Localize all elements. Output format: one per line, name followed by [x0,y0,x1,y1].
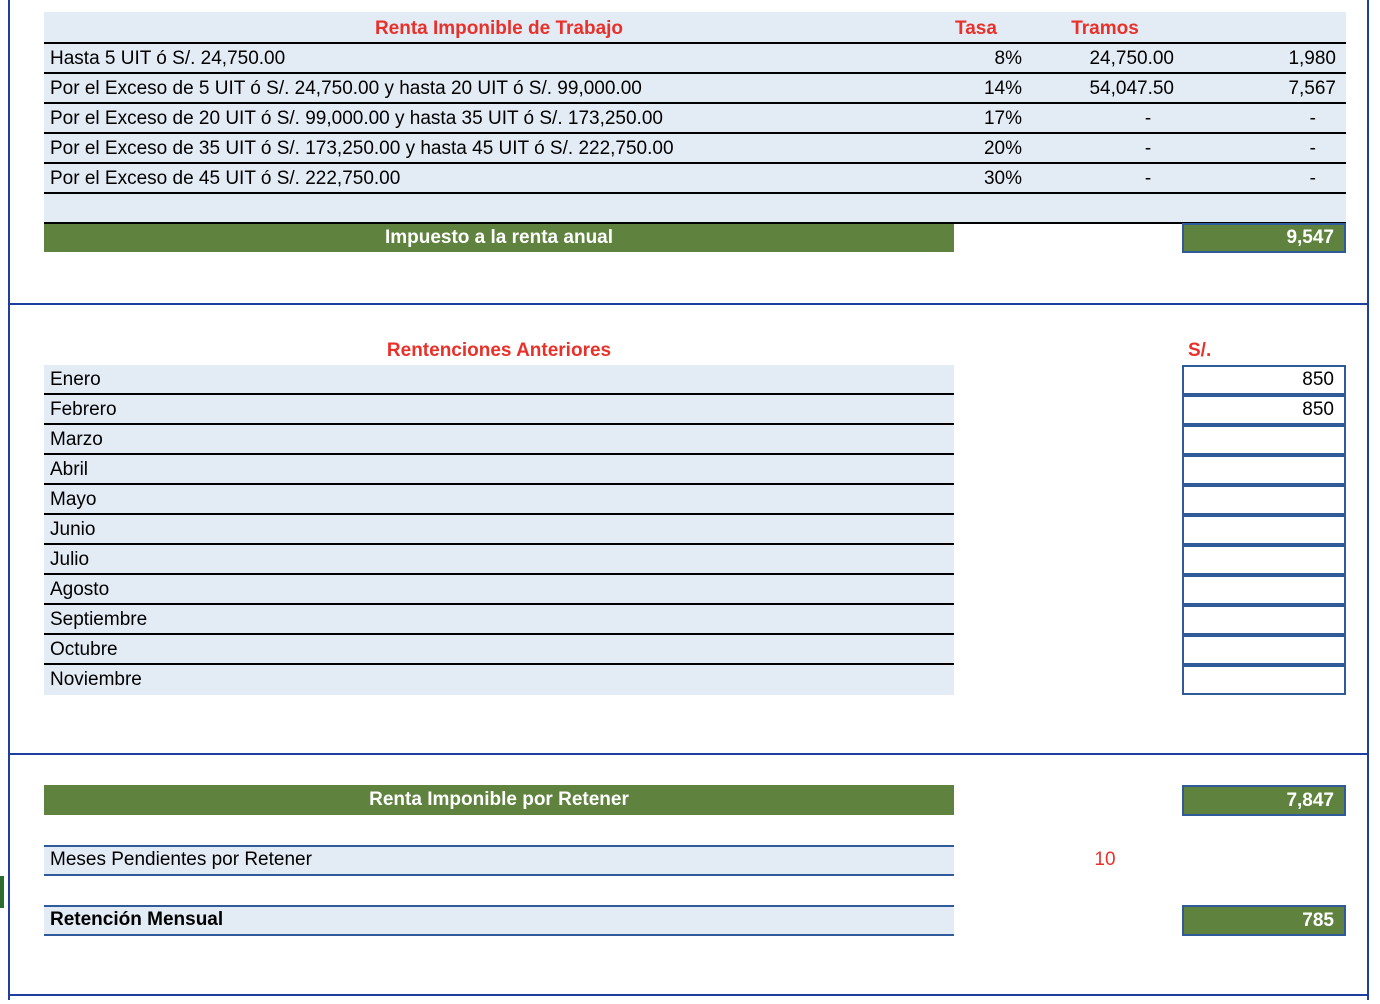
retention-input[interactable] [1182,455,1346,485]
month-label: Febrero [50,399,117,420]
tax-row-concept: Hasta 5 UIT ó S/. 24,750.00 [50,48,286,69]
tax-row-tranche: 54,047.50 [1089,78,1174,99]
annual-tax-label: Impuesto a la renta anual [44,224,954,252]
list-item[interactable] [44,665,954,695]
tax-row-rate: 14% [983,78,1022,99]
tax-row-amount: 7,567 [1288,78,1336,99]
tax-row-rate: 8% [994,48,1022,69]
retention-input[interactable] [1182,665,1346,695]
monthly-retention-label: Retención Mensual [50,909,224,930]
tax-row-concept: Por el Exceso de 45 UIT ó S/. 222,750.00 [50,168,401,189]
frame-left [8,0,10,1000]
tax-row-amount: - [1309,168,1316,189]
retention-input[interactable] [1182,485,1346,515]
month-label: Abril [50,459,89,480]
retentions-header-title: Rentenciones Anteriores [386,340,612,361]
retention-input[interactable] [1182,635,1346,665]
pending-months-value[interactable]: 10 [1094,849,1116,870]
annual-tax-value[interactable]: 9,547 [1182,223,1346,253]
list-item[interactable] [44,395,954,425]
tax-row-tranche: 24,750.00 [1089,48,1174,69]
list-item[interactable] [44,365,954,395]
retention-input[interactable] [1182,605,1346,635]
tax-row-concept: Por el Exceso de 20 UIT ó S/. 99,000.00 y hasta 35 UIT ó S/. 173,250.00 [50,108,663,129]
tax-row-amount: - [1309,108,1316,129]
tax-row-rate: 20% [983,138,1022,159]
tax-row-rate: 30% [983,168,1022,189]
list-item[interactable] [44,455,954,485]
list-item[interactable] [44,575,954,605]
tax-header-rate: Tasa [955,18,997,39]
frame-bottom [8,994,1369,996]
frame-right [1367,0,1369,1000]
retentions-header-currency: S/. [1188,340,1212,361]
taxable-to-retain-value[interactable]: 7,847 [1182,785,1346,816]
month-label: Enero [50,369,101,390]
tax-row-amount: 1,980 [1288,48,1336,69]
frame-divider-1 [8,303,1369,305]
tax-row-amount: - [1309,138,1316,159]
tax-row-rate: 17% [983,108,1022,129]
tax-row-concept: Por el Exceso de 5 UIT ó S/. 24,750.00 y hasta 20 UIT ó S/. 99,000.00 [50,78,642,99]
list-item[interactable] [44,425,954,455]
pending-months-label: Meses Pendientes por Retener [50,849,312,870]
month-label: Noviembre [50,669,142,690]
month-label: Julio [50,549,90,570]
tax-spacer-row [44,194,1346,224]
tax-row-tranche: - [1144,168,1152,189]
taxable-to-retain-label: Renta Imponible por Retener [44,785,954,815]
tax-header-concept: Renta Imponible de Trabajo [374,18,624,39]
month-label: Mayo [50,489,97,510]
left-gutter-marker [0,876,4,908]
month-label: Agosto [50,579,110,600]
month-label: Marzo [50,429,103,450]
tax-row-concept: Por el Exceso de 35 UIT ó S/. 173,250.00 y hasta 45 UIT ó S/. 222,750.00 [50,138,674,159]
retention-input[interactable] [1182,425,1346,455]
tax-row-tranche: - [1144,138,1152,159]
tax-row-tranche: - [1144,108,1152,129]
list-item[interactable] [44,605,954,635]
tax-header-tranche: Tramos [1071,18,1139,39]
list-item[interactable] [44,635,954,665]
month-label: Junio [50,519,96,540]
month-label: Septiembre [50,609,148,630]
retention-input[interactable]: 850 [1182,395,1346,425]
retention-input[interactable] [1182,545,1346,575]
frame-divider-2 [8,753,1369,755]
retention-input[interactable] [1182,575,1346,605]
list-item[interactable] [44,485,954,515]
list-item[interactable] [44,515,954,545]
retention-input[interactable] [1182,515,1346,545]
monthly-retention-value[interactable]: 785 [1182,905,1346,936]
list-item[interactable] [44,545,954,575]
retention-input[interactable]: 850 [1182,365,1346,395]
month-label: Octubre [50,639,118,660]
